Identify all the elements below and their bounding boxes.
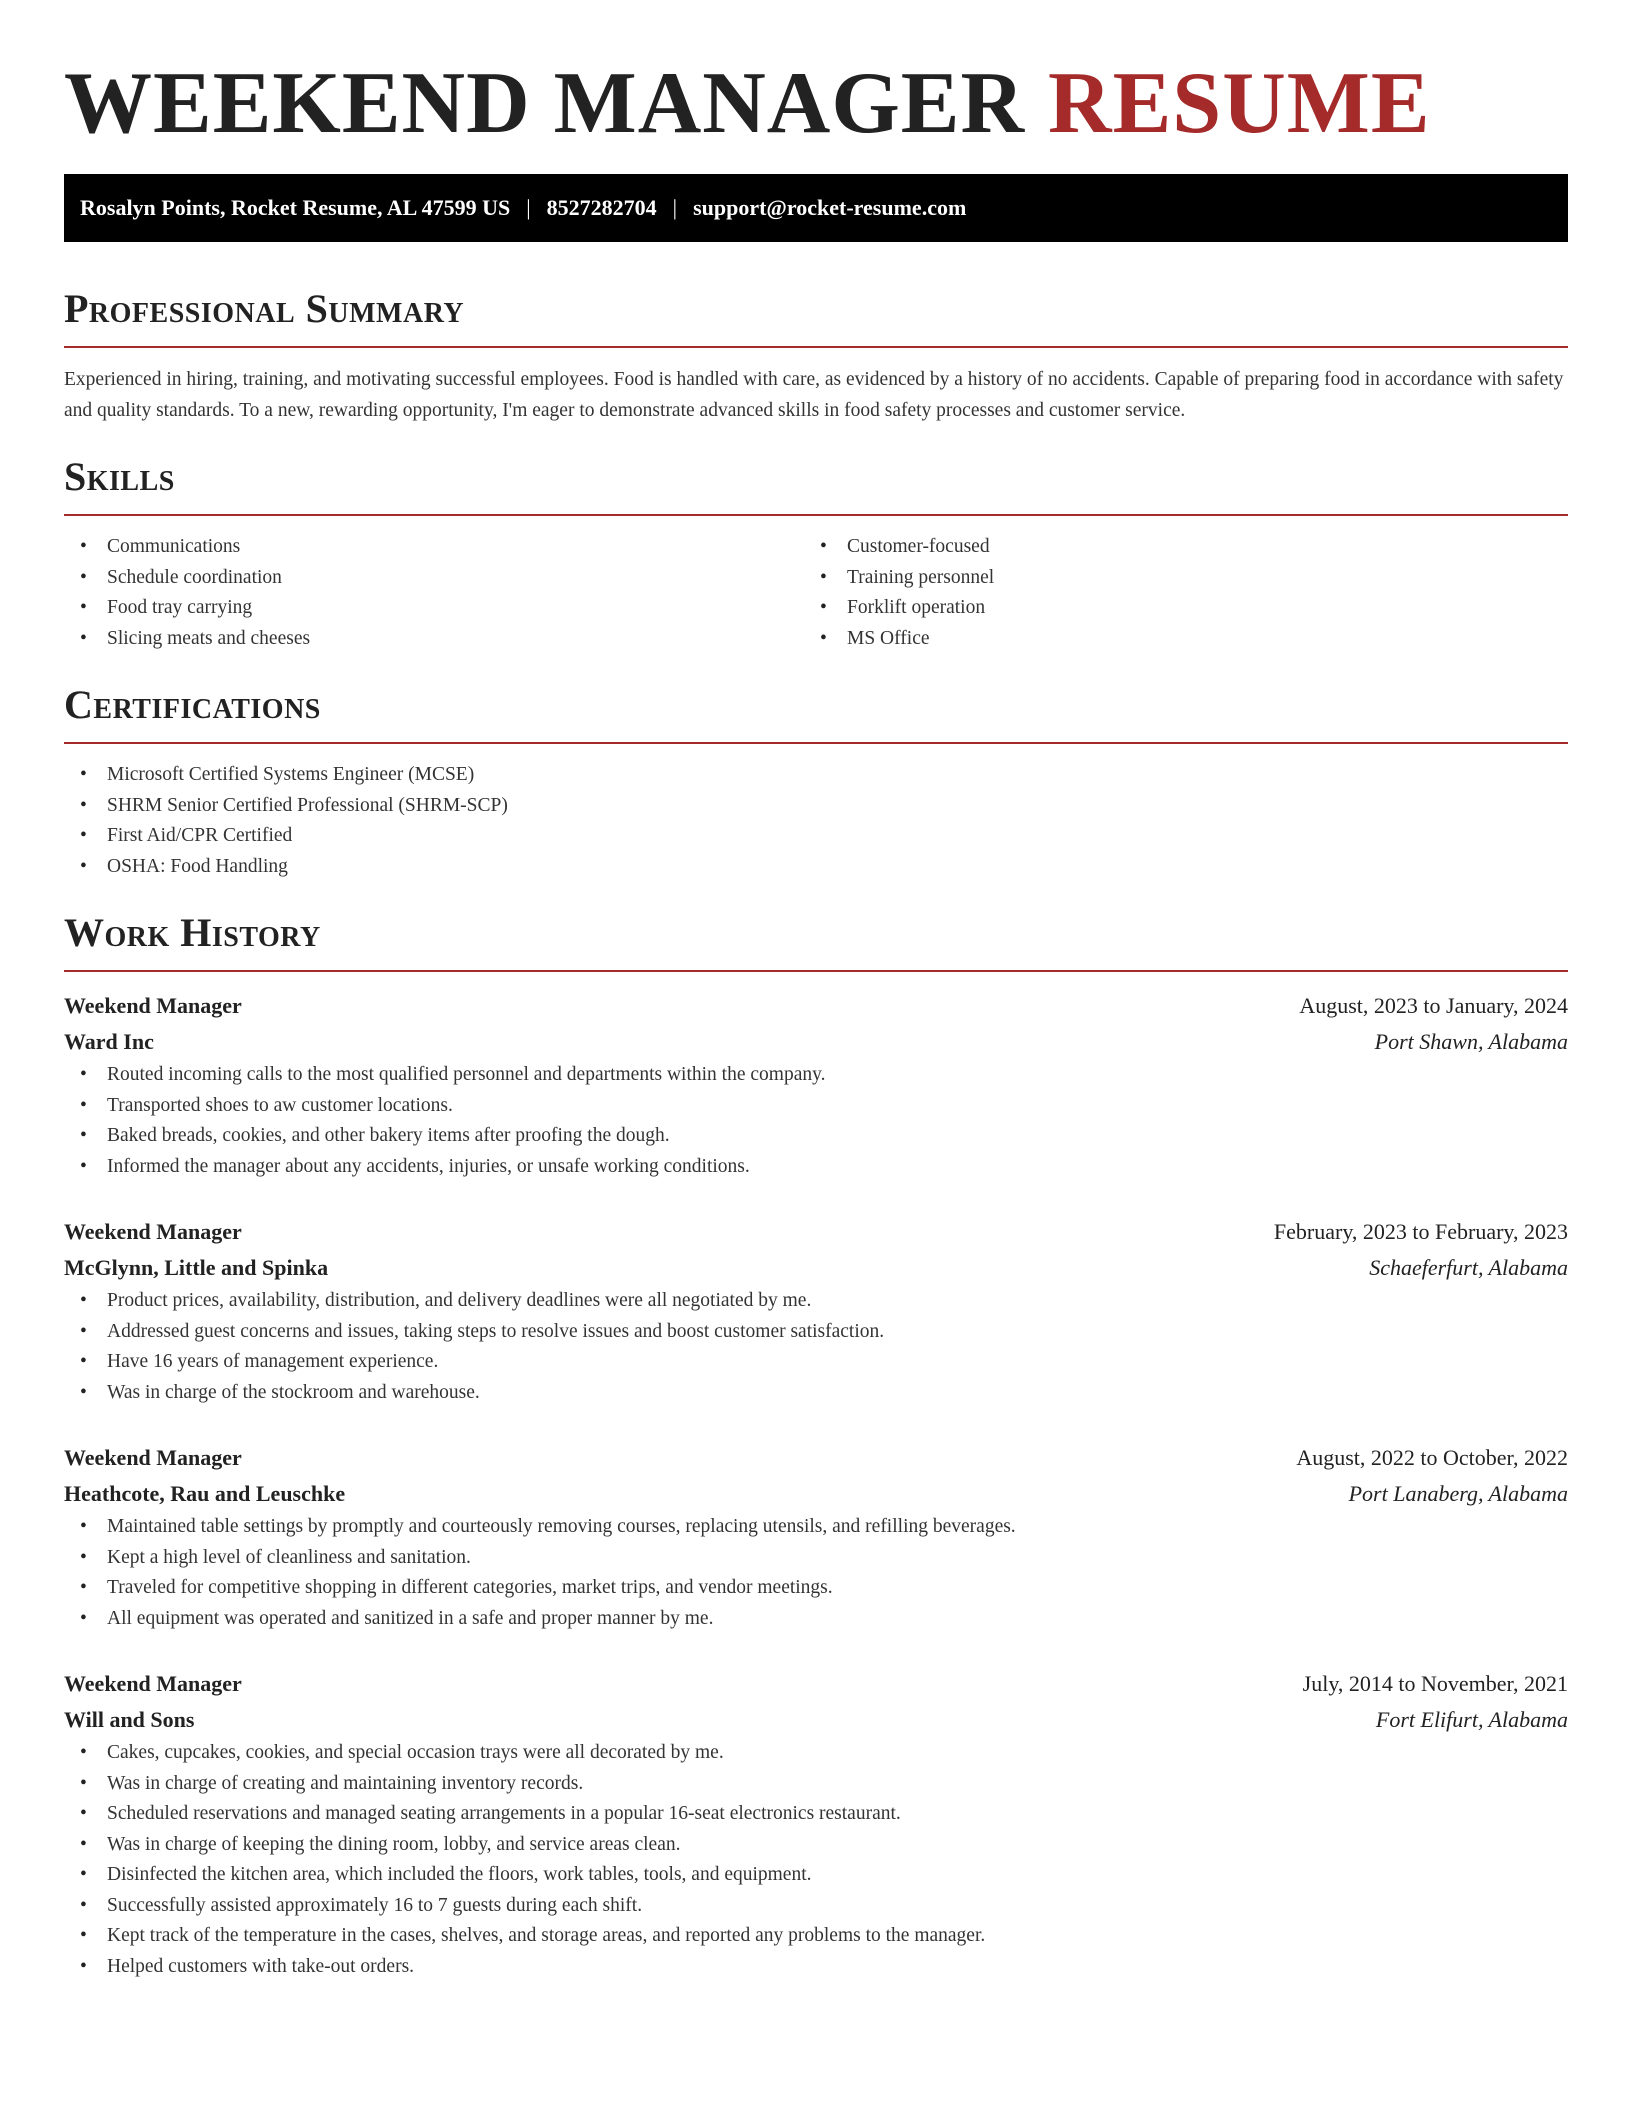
job-duty-item: • Product prices, availability, distribution, and delivery deadlines were all negotiated by me. — [64, 1286, 1568, 1317]
job-company: Heathcote, Rau and Leuschke — [64, 1481, 346, 1506]
job-title: Weekend Manager — [64, 993, 242, 1018]
job-duty-item: • All equipment was operated and sanitized in a safe and proper manner by me. — [64, 1604, 1568, 1635]
job-duty-item: • Kept a high level of cleanliness and sanitation. — [64, 1543, 1568, 1574]
contact-separator: | — [672, 195, 678, 220]
job-company: McGlynn, Little and Spinka — [64, 1255, 329, 1280]
job-subheader-row — [64, 1250, 1568, 1286]
section-divider — [64, 514, 1568, 516]
job-duties-list — [64, 1512, 1568, 1634]
job-duty-item: • Routed incoming calls to the most qualified personnel and departments within the company. — [64, 1060, 1568, 1091]
section-divider — [64, 970, 1568, 972]
job-duty-item: • Disinfected the kitchen area, which included the floors, work tables, tools, and equipment. — [64, 1860, 1568, 1891]
job-header-row — [64, 1666, 1568, 1702]
skill-item: • Forklift operation — [804, 593, 1544, 624]
certifications-list — [64, 760, 1568, 882]
job-location: Fort Elifurt, Alabama — [1375, 1707, 1568, 1732]
skills-section — [64, 454, 1568, 654]
contact-separator: | — [526, 195, 531, 220]
job-duty-item: • Traveled for competitive shopping in different categories, market trips, and vendor meetings. — [64, 1573, 1568, 1604]
job-dates: August, 2022 to October, 2022 — [1296, 1445, 1568, 1470]
section-heading-summary: Professional Summary — [64, 286, 465, 331]
job-title: Weekend Manager — [64, 1219, 242, 1244]
job-duty-item: • Informed the manager about any accidents, injuries, or unsafe working conditions. — [64, 1152, 1568, 1183]
job-dates: February, 2023 to February, 2023 — [1273, 1219, 1568, 1244]
job-duty-item: • Maintained table settings by promptly and courteously removing courses, replacing utensils, and refilling beverages. — [64, 1512, 1568, 1543]
skill-item: • Food tray carrying — [64, 593, 804, 624]
job-duty-item: • Was in charge of creating and maintaining inventory records. — [64, 1769, 1568, 1800]
job-location: Schaeferfurt, Alabama — [1369, 1255, 1568, 1280]
job-entry — [64, 1214, 1568, 1408]
job-company: Will and Sons — [64, 1707, 195, 1732]
job-duty-item: • Kept track of the temperature in the cases, shelves, and storage areas, and reported any problems to the manager. — [64, 1921, 1568, 1952]
job-entry — [64, 988, 1568, 1182]
job-duties-list — [64, 1286, 1568, 1408]
section-heading-certifications: Certifications — [64, 682, 321, 727]
contact-bar — [64, 174, 1568, 242]
job-entry — [64, 1666, 1568, 1982]
job-duty-item: • Was in charge of the stockroom and warehouse. — [64, 1378, 1568, 1409]
contact-phone: 8527282704 — [546, 195, 657, 220]
job-subheader-row — [64, 1024, 1568, 1060]
section-heading-work-history: Work History — [64, 910, 321, 955]
summary-section — [64, 286, 1568, 426]
title-accent: RESUME — [1048, 55, 1431, 152]
job-location: Port Shawn, Alabama — [1374, 1029, 1568, 1054]
work-history-section — [64, 910, 1568, 1982]
job-duties-list — [64, 1060, 1568, 1182]
jobs-list — [64, 988, 1568, 1982]
skill-item: • Schedule coordination — [64, 563, 804, 594]
job-entry — [64, 1440, 1568, 1634]
certification-item: • SHRM Senior Certified Professional (SHRM-SCP) — [64, 791, 1568, 822]
job-location: Port Lanaberg, Alabama — [1348, 1481, 1568, 1506]
certification-item: • OSHA: Food Handling — [64, 852, 1568, 883]
job-header-row — [64, 988, 1568, 1024]
job-duty-item: • Have 16 years of management experience. — [64, 1347, 1568, 1378]
skill-item: • Training personnel — [804, 563, 1544, 594]
job-company: Ward Inc — [64, 1029, 154, 1054]
skill-item: • Slicing meats and cheeses — [64, 624, 804, 655]
job-subheader-row — [64, 1476, 1568, 1512]
job-title: Weekend Manager — [64, 1445, 242, 1470]
skills-list-left — [64, 532, 804, 654]
job-subheader-row — [64, 1702, 1568, 1738]
job-duty-item: • Helped customers with take-out orders. — [64, 1952, 1568, 1983]
contact-address: Rosalyn Points, Rocket Resume, AL 47599 US — [80, 195, 511, 220]
section-divider — [64, 742, 1568, 744]
certification-item: • Microsoft Certified Systems Engineer (MCSE) — [64, 760, 1568, 791]
job-duty-item: • Transported shoes to aw customer locations. — [64, 1091, 1568, 1122]
summary-text: Experienced in hiring, training, and motivating successful employees. Food is handled with care, as evidenced by a history of no accidents. Capable of preparing food in accordance with safety and quality standards. To a new, rewarding opportunity, I'm eager to demonstrate advanced skills in food safety processes and customer service. — [64, 369, 1564, 421]
job-title: Weekend Manager — [64, 1671, 242, 1696]
skills-grid — [64, 532, 1568, 654]
section-heading-skills: Skills — [64, 454, 175, 499]
skill-item: • Communications — [64, 532, 804, 563]
job-header-row — [64, 1440, 1568, 1476]
skill-item: • Customer-focused — [804, 532, 1544, 563]
skill-item: • MS Office — [804, 624, 1544, 655]
job-duty-item: • Was in charge of keeping the dining room, lobby, and service areas clean. — [64, 1830, 1568, 1861]
job-duty-item: • Successfully assisted approximately 16 to 7 guests during each shift. — [64, 1891, 1568, 1922]
certification-item: • First Aid/CPR Certified — [64, 821, 1568, 852]
section-divider — [64, 346, 1568, 348]
resume-title — [64, 0, 1568, 150]
job-duty-item: • Scheduled reservations and managed seating arrangements in a popular 16-seat electronics restaurant. — [64, 1799, 1568, 1830]
title-main: WEEKEND MANAGER — [64, 55, 1026, 152]
job-dates: July, 2014 to November, 2021 — [1302, 1671, 1568, 1696]
skills-list-right — [804, 532, 1544, 654]
job-duty-item: • Cakes, cupcakes, cookies, and special occasion trays were all decorated by me. — [64, 1738, 1568, 1769]
contact-email: support@rocket-resume.com — [693, 195, 967, 220]
job-duties-list — [64, 1738, 1568, 1982]
job-header-row — [64, 1214, 1568, 1250]
job-duty-item: • Baked breads, cookies, and other bakery items after proofing the dough. — [64, 1121, 1568, 1152]
job-dates: August, 2023 to January, 2024 — [1299, 993, 1568, 1018]
certifications-section — [64, 682, 1568, 882]
job-duty-item: • Addressed guest concerns and issues, taking steps to resolve issues and boost customer satisfaction. — [64, 1317, 1568, 1348]
